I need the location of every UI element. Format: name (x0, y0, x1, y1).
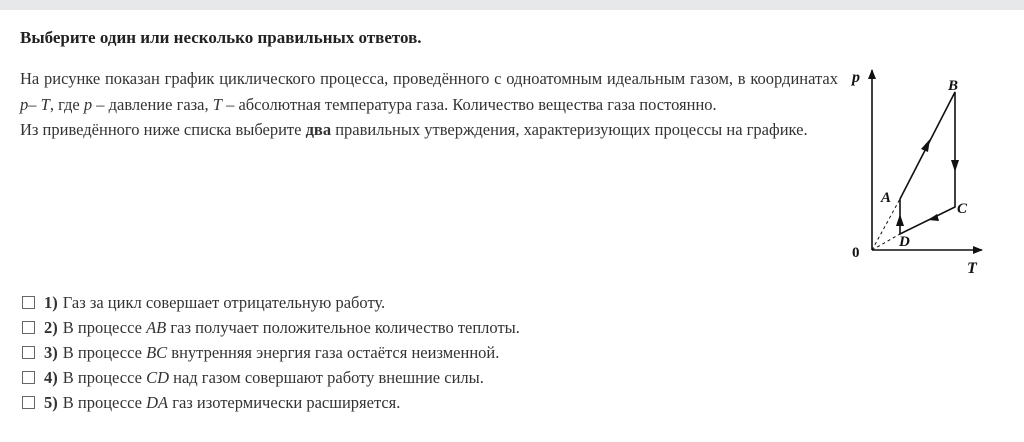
answer-option-4[interactable] (22, 365, 520, 390)
point-label-b: B (948, 78, 959, 94)
option-text-part: Газ за цикл совершает отрицательную работу. (62, 292, 386, 312)
option-text-part: В процессе (62, 317, 147, 337)
cycle-path (900, 92, 955, 234)
stem-var: T (212, 94, 222, 114)
task-stem (20, 66, 838, 143)
stem-text: – давление газа, (92, 94, 213, 114)
checkbox[interactable] (22, 396, 35, 409)
answer-option-1[interactable] (22, 290, 520, 315)
checkbox[interactable] (22, 346, 35, 359)
stem-paragraph-1 (20, 66, 838, 117)
arrow-da (896, 214, 904, 226)
option-number: 2) (44, 317, 58, 337)
option-text-part: В процессе (62, 392, 147, 412)
dashed-line-to-d (872, 234, 900, 250)
option-process: CD (146, 367, 169, 387)
answer-option-2[interactable] (22, 315, 520, 340)
option-text (63, 368, 484, 388)
top-bar (0, 0, 1024, 10)
answer-option-3[interactable] (22, 340, 520, 365)
point-label-d: D (899, 234, 910, 250)
stem-text: – абсолютная температура газа. Количество вещества газа постоянно. (221, 94, 717, 114)
option-number: 3) (44, 342, 58, 362)
stem-text: , где (49, 94, 84, 114)
answer-options (22, 290, 520, 415)
option-number: 4) (44, 367, 58, 387)
option-text (63, 343, 500, 363)
point-label-c: C (957, 201, 968, 217)
option-text-part: В процессе (62, 367, 147, 387)
option-text (63, 318, 520, 338)
pt-diagram (846, 62, 996, 282)
stem-text: На рисунке показан график циклического процесса, проведённого с одноатомным идеальным газом, в координатах (20, 69, 838, 88)
checkbox[interactable] (22, 321, 35, 334)
stem-var: p (83, 94, 93, 114)
option-text-part: над газом совершают работу внешние силы. (169, 367, 484, 387)
dashed-line-to-a (872, 199, 900, 250)
option-process: DA (146, 392, 169, 412)
answer-option-5[interactable] (22, 390, 520, 415)
stem-text: Из приведённого ниже списка выберите (20, 120, 306, 139)
option-text (63, 393, 401, 413)
arrow-ab (921, 139, 930, 152)
stem-text: правильных утверждения, характеризующих процессы на графике. (331, 120, 808, 139)
origin-label: 0 (852, 245, 860, 261)
arrow-bc (951, 160, 959, 172)
axis-label-p: p (852, 69, 860, 86)
option-text-part: газ изотермически расширяется. (168, 392, 401, 412)
point-label-a: A (881, 190, 892, 206)
option-text-part: газ получает положительное количество теплоты. (166, 317, 520, 337)
stem-var: p (20, 94, 29, 114)
stem-var: T (40, 94, 50, 114)
option-number: 1) (44, 292, 58, 312)
stem-emphasis: два (305, 120, 332, 139)
option-process: BC (146, 342, 168, 362)
checkbox[interactable] (22, 371, 35, 384)
option-text-part: внутренняя энергия газа остаётся неизменной. (167, 342, 500, 362)
option-process: AB (146, 317, 167, 337)
stem-text: – (28, 94, 41, 114)
axis-label-t: T (967, 260, 977, 277)
option-number: 5) (44, 392, 58, 412)
task-heading: Выберите один или несколько правильных ответов. (20, 28, 422, 47)
option-text-part: В процессе (62, 342, 147, 362)
stem-paragraph-2 (20, 117, 838, 143)
checkbox[interactable] (22, 296, 35, 309)
option-text (63, 293, 385, 313)
